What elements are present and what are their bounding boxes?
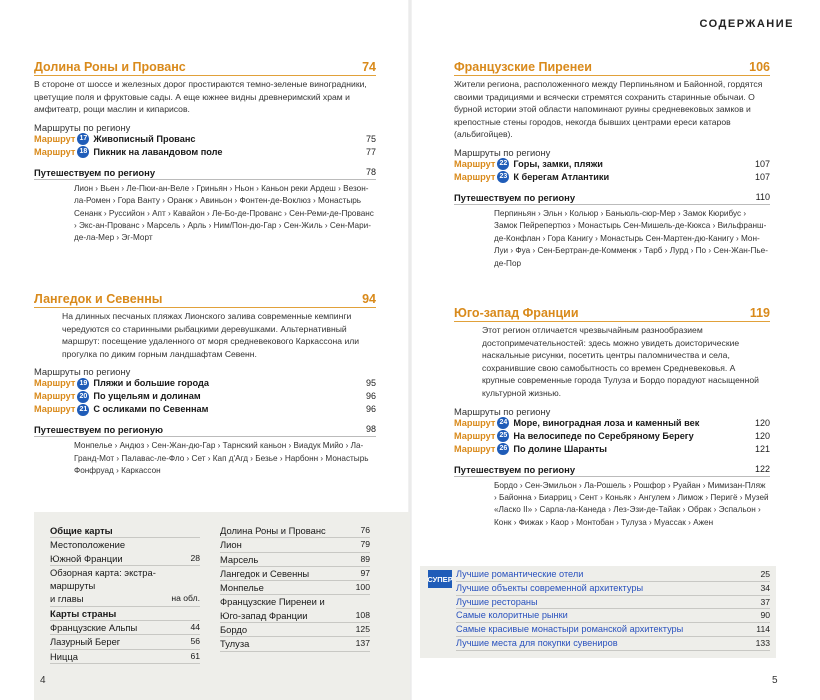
places-list: Лион › Вьен › Ле-Пюи-ан-Веле › Гриньян › Ньон › Каньон реки Ардеш › Везон-ла-Ромен › Гора Ванту › Оранж › Авиньон › Фонтен-де-Воклюз › Монастырь Сенанк › Руссийон › Апт › Кавайон › Ле-Бо-де-Прованс › Сен-Реми-де-Прованс › Экс-ан-Прованс › Марсель › Арль › Ним/Пон-дю-Гар › Сен-Жиль › Сен-Мари-де-ла-Мер › Эг-Морт	[74, 183, 374, 243]
route-page: 107	[754, 171, 770, 182]
section-title: Долина Роны и Прованс	[34, 60, 186, 74]
route-number-badge: 18	[77, 146, 89, 158]
section-pyrenees	[454, 60, 770, 270]
route-item[interactable]	[454, 171, 770, 184]
maps-row[interactable]	[50, 592, 200, 606]
section-description: На длинных песчаных пляжах Лионского залива современные кемпинги чередуются со старинными рыбацкими деревушками. Альтернативный маршрут: посещение удаленного от моря средневекового Каркассона или прогулка по диким горным ландшафтам Севенн.	[62, 311, 360, 359]
route-tag: Маршрут	[34, 391, 76, 402]
section-title: Лангедок и Севенны	[34, 292, 163, 306]
travel-row[interactable]	[454, 464, 770, 477]
route-tag: Маршрут	[34, 133, 76, 144]
route-title: Пляжи и большие города	[93, 378, 209, 389]
route-item[interactable]	[454, 443, 770, 456]
map-title: Лазурный Берег	[50, 636, 121, 648]
route-item[interactable]	[34, 390, 376, 403]
travel-page: 122	[754, 463, 770, 474]
route-tag: Маршрут	[454, 417, 496, 428]
map-page: на обл.	[171, 593, 200, 604]
route-number-badge: 17	[77, 133, 89, 145]
maps-row[interactable]	[50, 538, 200, 551]
map-title: Французские Альпы	[50, 622, 138, 634]
routes-label: Маршруты по региону	[454, 405, 551, 417]
map-page: 28	[190, 552, 200, 563]
maps-row[interactable]	[50, 524, 200, 538]
route-title: К берегам Атлантики	[513, 171, 610, 182]
route-number-badge: 26	[497, 443, 509, 455]
places-list: Монпелье › Андюз › Сен-Жан-дю-Гар › Тарнский каньон › Виадук Мийо › Ла-Гранд-Мот › Палавас-ле-Фло › Сет › Кап д'Агд › Безье › Нарбонн › Монастырь Фонфруад › Каркассон	[74, 441, 369, 476]
section-page: 106	[749, 60, 770, 74]
travel-title: Путешествуем по региону	[454, 463, 576, 475]
route-page: 75	[365, 133, 376, 144]
super-list	[456, 568, 770, 651]
route-page: 120	[754, 430, 770, 441]
route-number-badge: 21	[77, 404, 89, 416]
map-page: 89	[360, 553, 370, 564]
super-item-page: 90	[760, 610, 770, 621]
maps-column-right	[220, 524, 370, 652]
map-title: Юго-запад Франции	[220, 609, 308, 621]
section-description: В стороне от шоссе и железных дорог простираются темно-зеленые виноградники, цветущие поля и фруктовые сады. А еще южнее видны древнеримский храм и амфитеатр, рощи маслин и кипарисов.	[34, 79, 367, 115]
map-title: Бордо	[220, 624, 248, 636]
travel-row[interactable]	[34, 424, 376, 437]
route-title: Живописный Прованс	[93, 133, 196, 144]
route-item[interactable]	[34, 377, 376, 390]
super-item-title: Лучшие романтические отели	[456, 569, 584, 579]
super-item-title: Лучшие объекты современной архитектуры	[456, 582, 644, 593]
travel-title: Путешествуем по регионую	[34, 424, 164, 436]
map-page: 137	[355, 638, 370, 649]
page-number-left: 4	[40, 675, 46, 686]
map-page: 61	[190, 650, 200, 661]
maps-row[interactable]	[220, 581, 370, 595]
map-page: 100	[355, 582, 370, 593]
super-item-page: 114	[756, 624, 770, 635]
super-item-page: 25	[760, 569, 770, 579]
route-tag: Маршрут	[34, 404, 76, 415]
map-title: Обзорная карта: экстра-маршруты	[50, 566, 156, 592]
maps-row[interactable]	[220, 538, 370, 552]
map-page: 56	[190, 636, 200, 647]
super-item-page: 133	[755, 637, 770, 648]
route-page: 77	[365, 146, 376, 157]
routes-label: Маршруты по региону	[34, 121, 131, 133]
route-title: Горы, замки, пляжи	[513, 158, 603, 169]
map-title: Общие карты	[50, 525, 113, 536]
maps-row[interactable]	[220, 637, 370, 651]
maps-row[interactable]	[50, 552, 200, 566]
map-title: Лион	[220, 539, 242, 551]
map-page: 79	[360, 539, 370, 550]
travel-page: 110	[755, 191, 770, 202]
section-header[interactable]	[454, 306, 770, 322]
map-title: Ницца	[50, 650, 78, 662]
section-page: 74	[362, 60, 376, 74]
section-page: 119	[749, 306, 770, 320]
route-item[interactable]	[454, 158, 770, 171]
maps-index-box	[34, 512, 410, 700]
section-header[interactable]	[454, 60, 770, 76]
route-number-badge: 22	[497, 158, 509, 170]
route-tag: Маршрут	[454, 158, 496, 169]
map-title: и главы	[50, 593, 84, 605]
super-item[interactable]	[456, 637, 770, 651]
super-item-title: Лучшие места для покупки сувениров	[456, 637, 618, 648]
section-description: Этот регион отличается чрезвычайным разнообразием достопримечательностей: здесь можно увидеть доисторические наскальные рисунки, посетить центры паломничества и села, сохранившие свою самобытность со времен Средневековья. А крупные современные города Тулуза и Бордо порадуют насыщенной культурной жизнью.	[482, 325, 759, 398]
route-page: 96	[365, 404, 376, 415]
section-page: 94	[362, 292, 376, 306]
page-number-right: 5	[772, 675, 778, 686]
map-title: Французские Пиренеи и	[220, 596, 325, 608]
maps-row[interactable]	[50, 621, 200, 635]
super-item-title: Лучшие рестораны	[456, 596, 538, 607]
map-title: Тулуза	[220, 638, 250, 650]
route-item[interactable]	[454, 430, 770, 443]
section-header[interactable]	[34, 60, 376, 76]
route-title: С осликами по Севеннам	[93, 404, 209, 415]
map-title: Долина Роны и Прованс	[220, 525, 326, 536]
route-tag: Маршрут	[454, 171, 496, 182]
map-title: Карты страны	[50, 607, 117, 619]
super-item[interactable]	[456, 568, 770, 582]
map-page: 97	[360, 567, 370, 578]
contents-heading: СОДЕРЖАНИЕ	[699, 18, 794, 30]
route-tag: Маршрут	[454, 430, 496, 441]
section-rhone-provence	[34, 60, 376, 245]
map-title: Монпелье	[220, 582, 264, 594]
route-tag: Маршрут	[34, 146, 76, 157]
travel-page: 98	[365, 424, 376, 435]
map-page: 44	[190, 622, 200, 633]
maps-row[interactable]	[220, 567, 370, 581]
route-item[interactable]	[34, 403, 376, 416]
map-title: Местоположение	[50, 539, 126, 551]
maps-row[interactable]	[220, 553, 370, 567]
section-header[interactable]	[34, 292, 376, 308]
route-title: Море, виноградная лоза и каменный век	[513, 417, 700, 428]
super-item-title: Самые красивые монастыри романской архитектуры	[456, 624, 684, 635]
section-title: Французские Пиренеи	[454, 60, 592, 74]
travel-row[interactable]	[454, 192, 770, 205]
routes-label: Маршруты по региону	[454, 146, 551, 158]
maps-row[interactable]	[50, 650, 200, 664]
super-item[interactable]	[456, 609, 770, 623]
section-southwest	[454, 306, 770, 529]
super-item[interactable]	[456, 582, 770, 596]
travel-title: Путешествуем по региону	[34, 166, 156, 178]
travel-row[interactable]	[34, 167, 376, 180]
super-item-page: 34	[760, 582, 770, 593]
route-number-badge: 23	[497, 171, 509, 183]
route-number-badge: 25	[497, 430, 509, 442]
map-title: Лангедок и Севенны	[220, 567, 310, 579]
super-item-title: Самые колоритные рынки	[456, 610, 568, 621]
maps-row[interactable]	[50, 635, 200, 649]
route-number-badge: 24	[497, 417, 509, 429]
places-list: Бордо › Сен-Эмильон › Ла-Рошель › Рошфор › Руайан › Мимизан-Пляж › Байонна › Биарриц › Сент › Коньяк › Ангулем › Лимож › Перигё › Музей «Ласко II» › Сарла-ла-Канеда › Лез-Эзи-де-Тайак › Обрак › Эспальон › Конк › Фижак › Каор › Монтобан › Тулуза › Муассак › Ажен	[494, 480, 769, 527]
route-title: По долине Шаранты	[513, 443, 607, 454]
route-tag: Маршрут	[454, 443, 496, 454]
route-page: 107	[754, 158, 770, 169]
maps-row[interactable]	[220, 524, 370, 538]
section-description: Жители региона, расположенного между Перпиньяном и Байонной, гордятся своими традициями и всячески стремятся сохранить старинные обычаи. О бурной истории этой области напоминают руины средневековых замков и крепостные стены городов, некогда бывших центрами ереси катаров (альбигойцев).	[454, 79, 763, 140]
travel-page: 78	[365, 166, 376, 177]
maps-row[interactable]	[50, 566, 200, 593]
route-page: 120	[754, 417, 770, 428]
maps-column-left	[50, 524, 200, 664]
route-page: 95	[365, 378, 376, 389]
map-title: Марсель	[220, 553, 259, 565]
super-logo: СУПЕР	[428, 570, 452, 588]
maps-row[interactable]	[220, 623, 370, 637]
route-item[interactable]	[34, 146, 376, 159]
map-title: Южной Франции	[50, 552, 123, 564]
travel-title: Путешествуем по региону	[454, 191, 576, 203]
map-page: 76	[360, 525, 370, 535]
super-item-page: 37	[760, 596, 770, 607]
route-number-badge: 20	[77, 391, 89, 403]
super-item[interactable]	[456, 596, 770, 610]
route-page: 121	[754, 443, 770, 454]
route-title: По ущельям и долинам	[93, 391, 201, 402]
route-number-badge: 19	[77, 378, 89, 390]
maps-row[interactable]	[220, 609, 370, 623]
route-item[interactable]	[34, 133, 376, 146]
route-title: На велосипеде по Серебряному Берегу	[513, 430, 694, 441]
map-page: 125	[355, 624, 370, 635]
map-page: 108	[355, 609, 370, 620]
super-item[interactable]	[456, 623, 770, 637]
maps-row[interactable]	[220, 595, 370, 608]
section-title: Юго-запад Франции	[454, 306, 579, 320]
route-tag: Маршрут	[34, 378, 76, 389]
maps-row[interactable]	[50, 607, 200, 621]
route-item[interactable]	[454, 417, 770, 430]
route-page: 96	[365, 391, 376, 402]
section-languedoc	[34, 292, 376, 478]
routes-label: Маршруты по региону	[34, 366, 131, 378]
places-list: Перпиньян › Эльн › Кольюр › Баньюль-сюр-Мер › Замок Кюрибус › Замок Пейрепертюз › Монастырь Сен-Мишель-де-Кюкса › Вильфранш-де-Конфлан › Гора Канигу › Монастырь Сен-Мартен-дю-Канигу › Мон-Луи › Фуа › Сен-Бертран-де-Комменж › Тарб › Лурд › По › Сен-Жан-Пье-де-Пор	[494, 208, 768, 268]
route-title: Пикник на лавандовом поле	[93, 146, 223, 157]
